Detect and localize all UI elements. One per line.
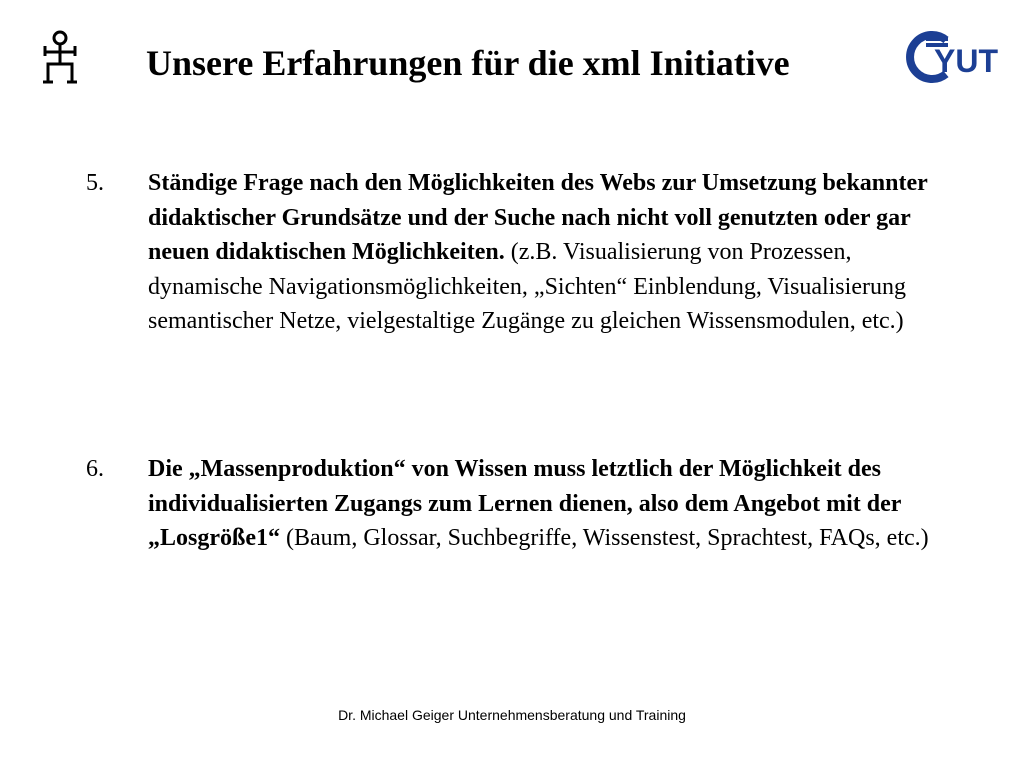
- slide-footer: Dr. Michael Geiger Unternehmensberatung und Training: [338, 707, 686, 723]
- slide-title: Unsere Erfahrungen für die xml Initiative: [146, 43, 790, 83]
- list-item-5: [86, 166, 946, 339]
- stick-figure-icon: [40, 30, 80, 84]
- logo-text: YUT: [934, 43, 998, 79]
- item-number: 6.: [86, 456, 104, 482]
- item-plain-text: (Baum, Glossar, Suchbegriffe, Wissenstest, Sprachtest, FAQs, etc.): [280, 525, 929, 551]
- item-plain-text: (z.B. Visualisierung von Prozessen, dynamische Navigationsmöglichkeiten, „Sichten“ Einblendung, Visualisierung semantischer Netze, vielgestaltige Zugänge zu gleichen Wissensmodulen, etc.): [148, 239, 906, 334]
- item-bold-text: Ständige Frage nach den Möglichkeiten des Webs zur Umsetzung bekannter didaktischer Grundsätze und der Suche nach nicht voll genutzten oder gar neuen didaktischen Möglichkeiten.: [148, 170, 928, 265]
- yut-logo: [900, 28, 1008, 86]
- list-item-6: [86, 452, 946, 556]
- item-bold-text: Die „Massenproduktion“ von Wissen muss letztlich der Möglichkeit des individualisierten Zugangs zum Lernen dienen, also dem Angebot mit der „Losgröße1“: [148, 456, 901, 551]
- item-number: 5.: [86, 170, 104, 196]
